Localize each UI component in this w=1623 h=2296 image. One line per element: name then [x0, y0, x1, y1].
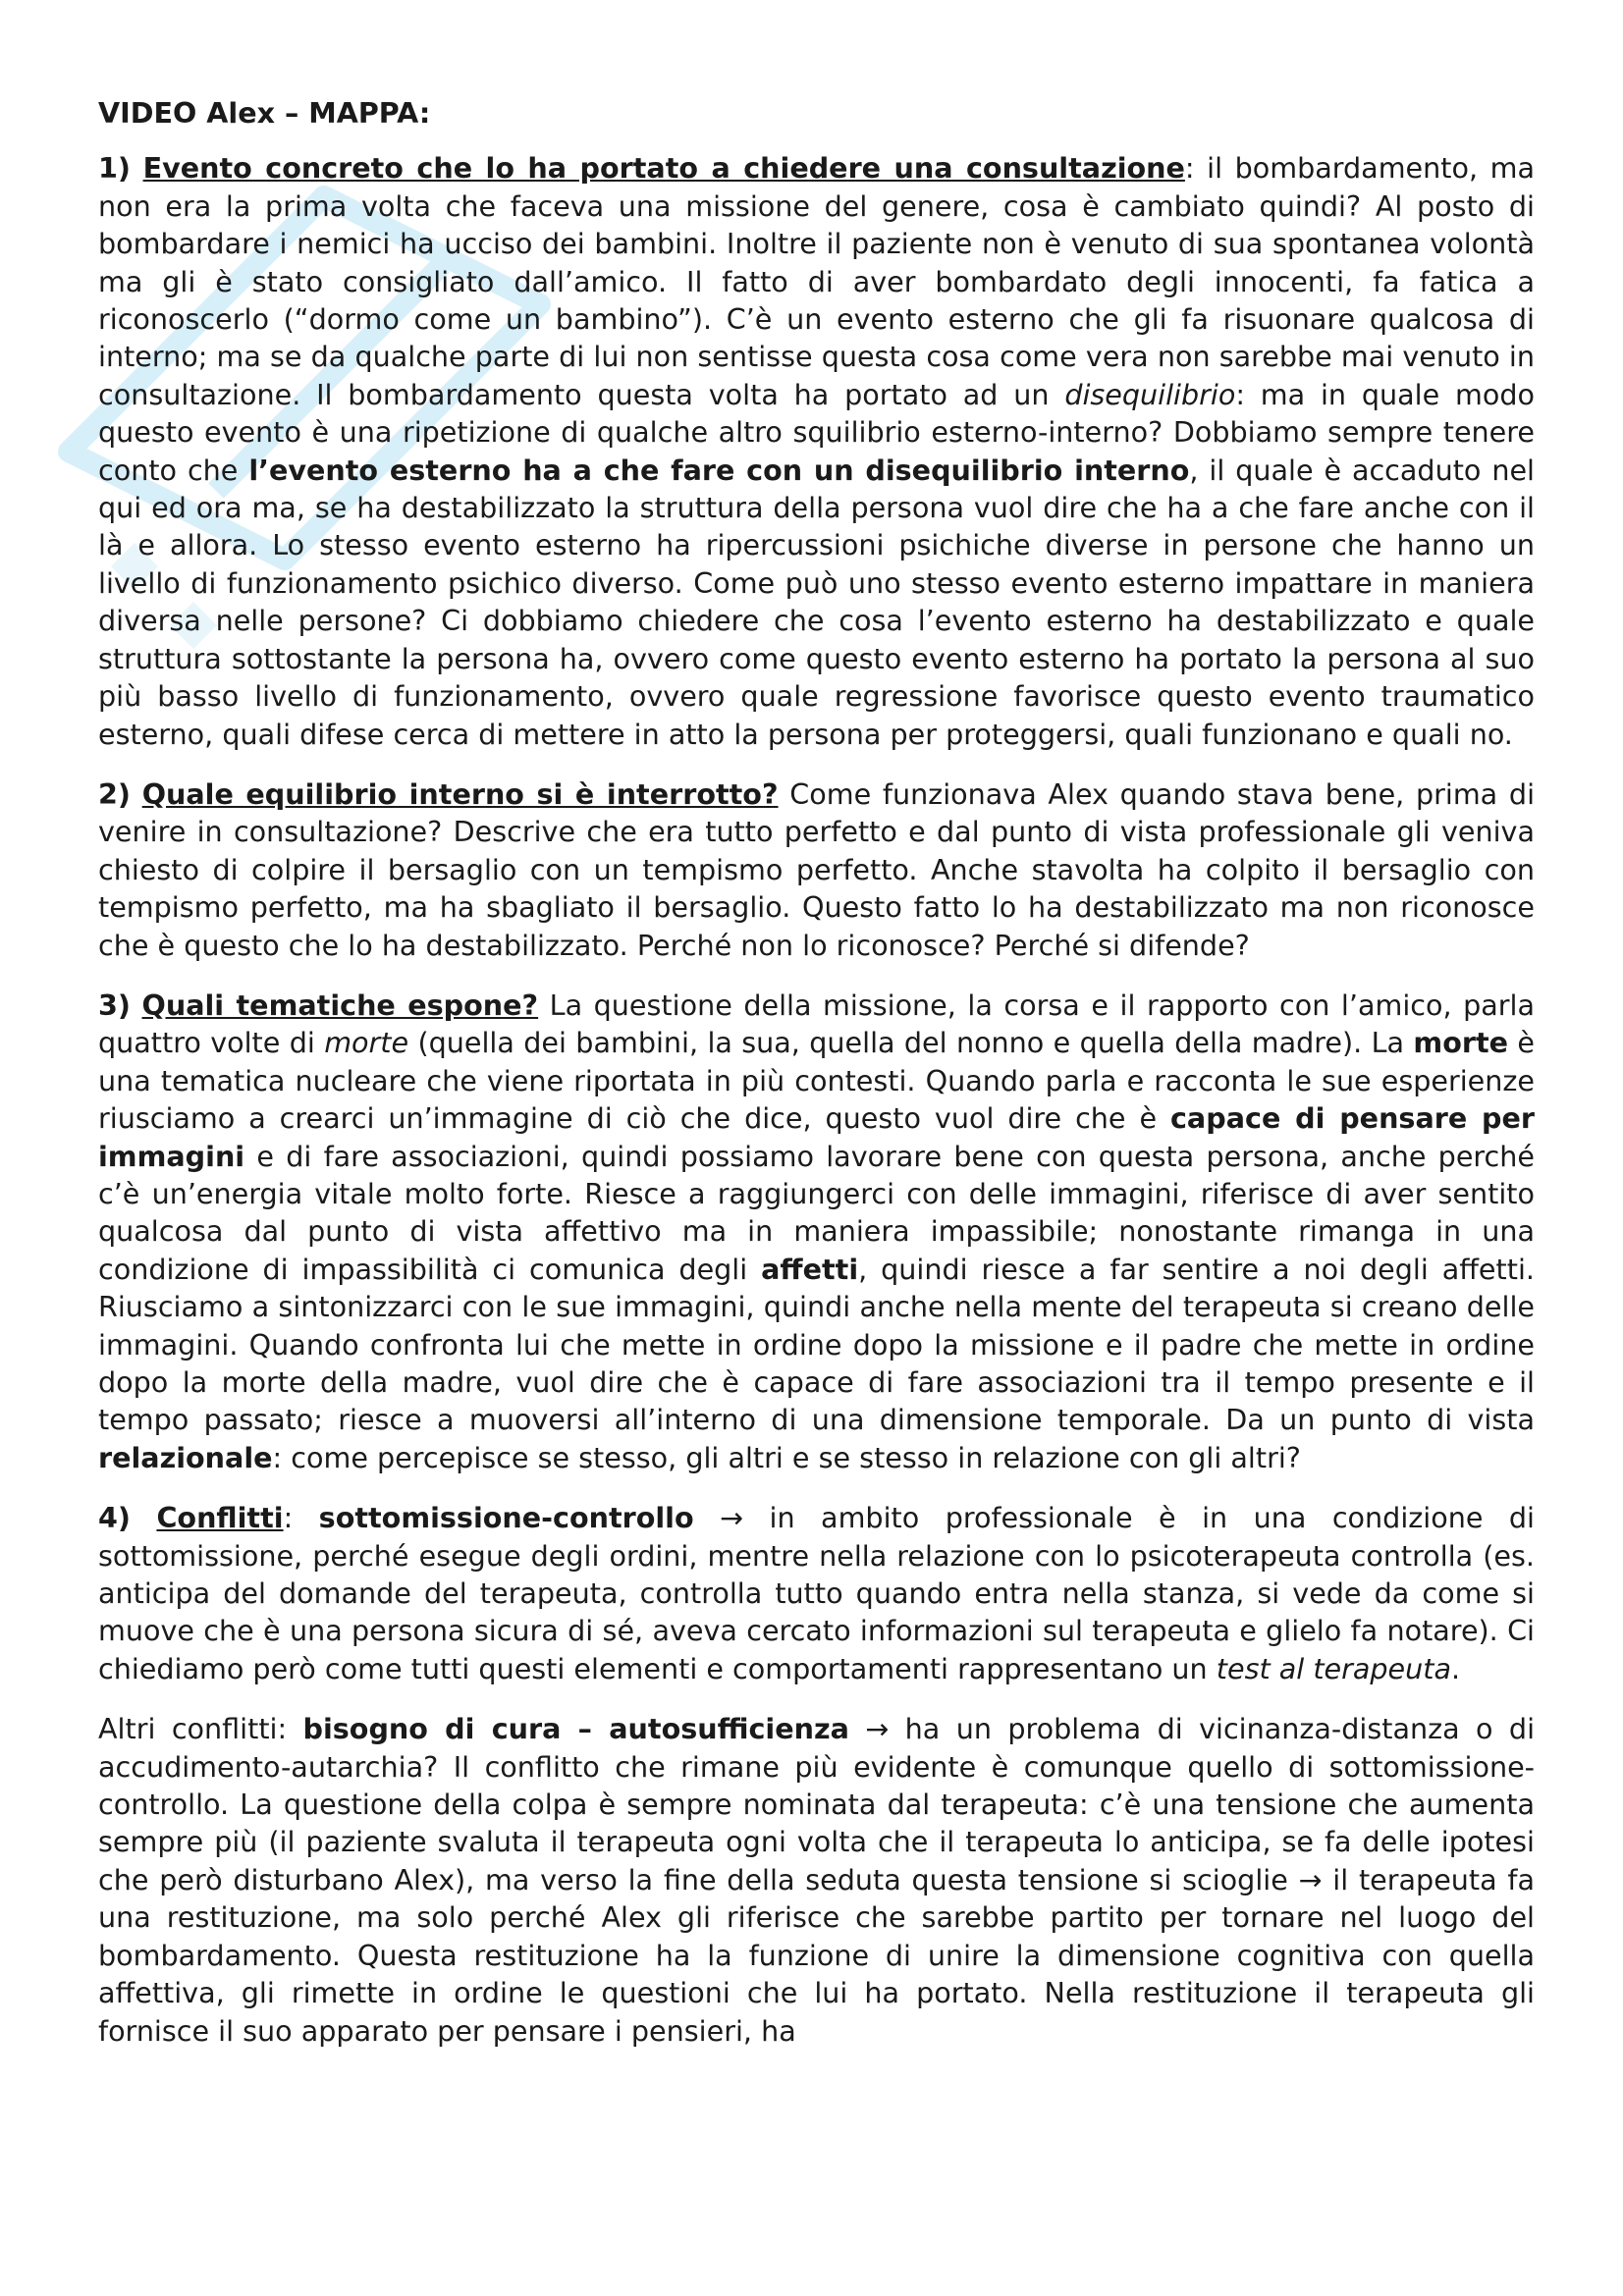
section-3-bold-a: morte [1413, 1026, 1509, 1060]
section-3-heading: Quali tematiche espone? [141, 988, 539, 1022]
section-2 [98, 775, 1535, 964]
section-3-text-e: , quindi riesce a far sentire a noi degli affetti. Riusciamo a sintonizzarci con le sue immagini, quindi anche nella mente del terapeuta si creano delle immagini. Quando confronta lui che mette in ordine dopo la missione e il padre che mette in ordine dopo la morte della madre, vuol dire che è capace di fare associazioni tra il tempo presente e il tempo passato; riesce a muoversi all’interno di una dimensione temporale. Da un punto di vista [98, 1252, 1535, 1437]
section-1-text-b: : ma in quale modo questo evento è una ripetizione di qualche altro squilibrio esterno-interno? Dobbiamo sempre tenere conto che [98, 377, 1535, 487]
document-title [98, 94, 1535, 132]
section-1-text-c: , il quale è accaduto nel qui ed ora ma, se ha destabilizzato la struttura della persona vuol dire che ha a che fare anche con il là e allora. Lo stesso evento esterno ha ripercussioni psichiche diverse in persone che hanno un livello di funzionamento psichico diverso. Come può uno stesso evento esterno impattare in maniera diversa nelle persone? Ci dobbiamo chiedere che cosa l’evento esterno ha destabilizzato e quale struttura sottostante la persona ha, ovvero come questo evento esterno ha portato la persona al suo più basso livello di funzionamento, ovvero quale regressione favorisce questo evento traumatico esterno, quali difese cerca di mettere in atto la persona per proteggersi, quali funzionano e quali no. [98, 453, 1535, 751]
section-3-italic: morte [324, 1026, 409, 1060]
section-3-text-d: e di fare associazioni, quindi possiamo lavorare bene con questa persona, anche perché c’è un’energia vitale molto forte. Riesce a raggiungerci con delle immagini, riferisce di aver sentito qualcosa dal punto di vista affettivo ma in maniera impassibile; nonostante rimanga in una condizione di impassibilità ci comunica degli [98, 1139, 1535, 1286]
section-5 [98, 1710, 1535, 2050]
section-3-text-a: La questione della missione, la corsa e il rapporto con l’amico, parla quattro volte di [98, 988, 1536, 1060]
section-1-text-a: : il bombardamento, ma non era la prima volta che faceva una missione del genere, cosa è cambiato quindi? Al posto di bombardare i nemici ha ucciso dei bambini. Inoltre il paziente non è venuto di sua spontanea volontà ma gli è stato consigliato dall’amico. Il fatto di aver bombardato degli innocenti, fa fatica a riconoscerlo (“dormo come un bambino”). C’è un evento esterno che gli fa risuonare qualcosa di interno; ma se da qualche parte di lui non sentisse questa cosa come vera non sarebbe mai venuto in consultazione. Il bombardamento questa volta ha portato ad un [98, 151, 1536, 411]
section-3-number: 3) [98, 988, 131, 1022]
section-5-text-b: → ha un problema di vicinanza-distanza o di accudimento-autarchia? Il conflitto che rimane più evidente è comunque quello di sottomissione-controllo. La questione della colpa è sempre nominata dal terapeuta: c’è una tensione che aumenta sempre più (il paziente svaluta il terapeuta ogni volta che il terapeuta lo anticipa, se fa delle ipotesi che però disturbano Alex), ma verso la fine della seduta questa tensione si scioglie → il terapeuta fa una restituzione, ma solo perché Alex gli riferisce che sarebbe partito per tornare nel luogo del bombardamento. Questa restituzione ha la funzione di unire la dimensione cognitiva con quella affettiva, gli rimette in ordine le questioni che lui ha portato. Nella restituzione il terapeuta gli fornisce il suo apparato per pensare i pensieri, ha [98, 1712, 1536, 2048]
section-4-heading: Conflitti [156, 1501, 284, 1535]
section-2-text: Come funzionava Alex quando stava bene, prima di venire in consultazione? Descrive che era tutto perfetto e dal punto di vista professionale gli veniva chiesto di colpire il bersaglio con un tempismo perfetto. Anche stavolta ha colpito il bersaglio con tempismo perfetto, ma ha sbagliato il bersaglio. Questo fatto lo ha destabilizzato ma non riconosce che è questo che lo ha destabilizzato. Perché non lo riconosce? Perché si difende? [98, 776, 1536, 962]
document-body [98, 94, 1535, 2072]
section-1-number: 1) [98, 151, 131, 186]
section-3-bold-d: relazionale [98, 1440, 273, 1474]
section-3-text-c: è una tematica nucleare che viene riportata in più contesti. Quando parla e racconta le sue esperienze riusciamo a crearci un’immagine di ciò che dice, questo vuol dire che è [98, 1026, 1535, 1136]
section-4-text-c: . [1451, 1651, 1461, 1685]
section-4-italic: test al terapeuta [1216, 1651, 1452, 1685]
title-colon: : [418, 96, 431, 130]
section-4-text-b: → in ambito professionale è in una condizione di sottomissione, perché esegue degli ordini, mentre nella relazione con lo psicoterapeuta controlla (es. anticipa del domande del terapeuta, controlla tutto quando entra nella stanza, si vede da come si muove che è una persona sicura di sé, aveva cercato informazioni sul terapeuta e glielo fa notare). Ci chiediamo però come tutti questi elementi e comportamenti rappresentano un [98, 1501, 1535, 1685]
section-1-italic: disequilibrio [1064, 377, 1236, 411]
section-3-bold-b: capace di pensare per immagini [98, 1101, 1535, 1173]
section-3-text-b: (quella dei bambini, la sua, quella del nonno e quella della madre). La [408, 1026, 1414, 1060]
section-4 [98, 1499, 1535, 1687]
section-4-text-a: : [283, 1501, 319, 1535]
section-4-bold: sottomissione-controllo [318, 1501, 694, 1535]
section-2-heading: Quale equilibrio interno si è interrotto? [141, 776, 779, 811]
section-1 [98, 149, 1535, 753]
section-5-bold: bisogno di cura – autosufficienza [302, 1712, 849, 1746]
section-3-text-f: : come percepisce se stesso, gli altri e se stesso in relazione con gli altri? [272, 1440, 1301, 1474]
section-3 [98, 987, 1535, 1476]
section-3-bold-c: affetti [761, 1252, 859, 1286]
section-2-number: 2) [98, 776, 131, 811]
section-5-text-a: Altri conflitti: [98, 1712, 303, 1746]
section-1-heading: Evento concreto che lo ha portato a chiedere una consultazione [142, 151, 1185, 186]
section-1-bold: l’evento esterno ha a che fare con un disequilibrio interno [248, 453, 1190, 487]
section-4-number: 4) [98, 1501, 131, 1535]
title-text: VIDEO Alex – MAPPA [98, 96, 419, 130]
